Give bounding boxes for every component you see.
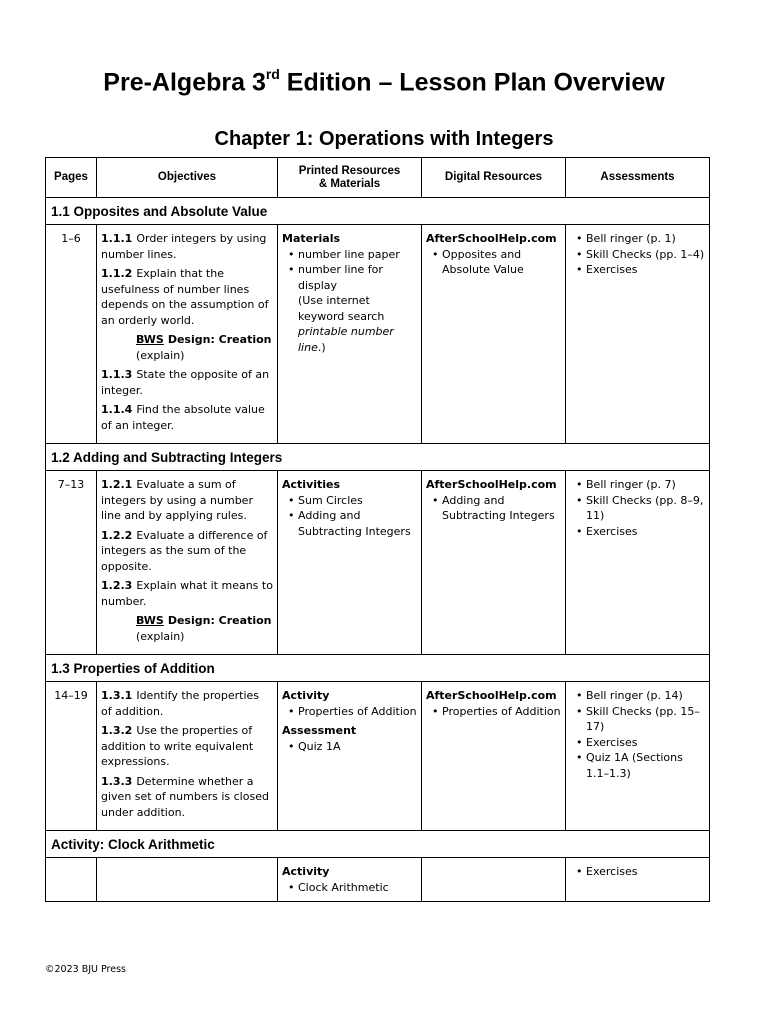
section-body-row: [46, 858, 710, 902]
objective-text: Use the properties of addition to write equivalent expressions.: [101, 724, 254, 768]
assessment-item: • Skill Checks (pp. 1–4): [586, 247, 705, 263]
assessment-item: • Exercises: [586, 262, 705, 278]
section-header-row: [46, 655, 710, 682]
digital-list: [426, 704, 561, 720]
objectives-cell: [97, 471, 278, 655]
objective-item: [101, 477, 273, 524]
assessment-list: [570, 231, 705, 278]
digital-resources-cell: [422, 225, 566, 444]
bws-item: [101, 613, 273, 644]
header-pages: Pages: [46, 158, 97, 198]
objective-text: Find the absolute value of an integer.: [101, 403, 265, 432]
assessment-list: [570, 688, 705, 781]
printed-item: • Sum Circles: [298, 493, 417, 509]
objective-number: 1.3.2: [101, 724, 133, 737]
objective-number: 1.1.3: [101, 368, 133, 381]
pages-cell: 1–6: [46, 225, 97, 444]
objective-text: Order integers by using number lines.: [101, 232, 267, 261]
objective-item: [101, 774, 273, 821]
title-main: Pre-Algebra 3: [103, 68, 266, 97]
printed-list: [282, 493, 417, 540]
printed-item: • Properties of Addition: [298, 704, 417, 720]
printed-item: • Adding and Subtracting Integers: [298, 508, 417, 539]
assessments-cell: [566, 225, 710, 444]
objectives-cell: [97, 682, 278, 831]
section-body-row: [46, 471, 710, 655]
printed-heading: Materials: [282, 232, 341, 245]
printed-resources-cell: [278, 682, 422, 831]
section-title: 1.2 Adding and Subtracting Integers: [46, 444, 710, 471]
digital-resources-cell: [422, 471, 566, 655]
digital-resources-cell: [422, 858, 566, 902]
assessments-cell: [566, 471, 710, 655]
objective-item: [101, 231, 273, 262]
section-title: Activity: Clock Arithmetic: [46, 831, 710, 858]
bws-note: (explain): [136, 629, 185, 643]
header-objectives: Objectives: [97, 158, 278, 198]
objectives-cell: [97, 858, 278, 902]
digital-item: • Properties of Addition: [442, 704, 561, 720]
lesson-plan-table: [45, 157, 710, 902]
bws-tag: BWS: [136, 614, 164, 627]
printed-item: • number line paper: [298, 247, 417, 263]
printed-list: [282, 739, 417, 755]
header-digital-resources: Digital Resources: [422, 158, 566, 198]
objective-number: 1.2.2: [101, 528, 133, 542]
assessment-item: • Bell ringer (p. 1): [586, 231, 705, 247]
objective-item: [101, 402, 273, 433]
objective-text: Identify the properties of addition.: [101, 689, 260, 718]
digital-list: [426, 247, 561, 278]
objective-text: State the opposite of an integer.: [101, 368, 270, 397]
objective-number: 1.1.4: [101, 403, 133, 416]
objective-item: [101, 723, 273, 770]
objective-number: 1.1.1: [101, 232, 133, 245]
note-prefix: (Use internet keyword search: [298, 294, 385, 323]
copyright-footer: ©2023 BJU Press: [45, 964, 126, 975]
bws-name: Design: Creation: [167, 614, 272, 627]
assessment-item: • Bell ringer (p. 14): [586, 688, 705, 704]
section-title: 1.1 Opposites and Absolute Value: [46, 198, 710, 225]
objective-item: [101, 688, 273, 719]
objective-item: [101, 578, 273, 609]
printed-heading: Activity: [282, 689, 330, 702]
digital-heading: AfterSchoolHelp.com: [426, 689, 557, 702]
objective-number: 1.3.1: [101, 689, 133, 702]
printed-item: • number line for display: [298, 262, 417, 293]
section-body-row: [46, 682, 710, 831]
assessments-cell: [566, 858, 710, 902]
header-printed-resources: [278, 158, 422, 198]
assessment-list: [570, 864, 705, 880]
objective-text: Evaluate a difference of integers as the sum of the opposite.: [101, 528, 268, 573]
printed-list: [282, 704, 417, 720]
objective-text: Explain what it means to number.: [101, 579, 273, 608]
objective-number: 1.3.3: [101, 774, 133, 788]
digital-heading: AfterSchoolHelp.com: [426, 478, 557, 491]
section-title: 1.3 Properties of Addition: [46, 655, 710, 682]
digital-resources-cell: [422, 682, 566, 831]
bws-item: [101, 332, 273, 363]
section-header-row: [46, 831, 710, 858]
printed-list: [282, 880, 417, 896]
objective-text: Explain that the usefulness of number lines depends on the assumption of an orderly world.: [101, 267, 269, 327]
header-row: [46, 158, 710, 198]
digital-heading: AfterSchoolHelp.com: [426, 232, 557, 245]
assessment-item: • Skill Checks (pp. 15–17): [586, 704, 705, 735]
section-header-row: [46, 198, 710, 225]
printed-heading: Assessment: [282, 724, 357, 737]
header-assessments: Assessments: [566, 158, 710, 198]
assessment-item: • Skill Checks (pp. 8–9, 11): [586, 493, 705, 524]
digital-list: [426, 493, 561, 524]
assessment-item: • Exercises: [586, 735, 705, 751]
objective-item: [101, 528, 273, 575]
printed-heading: Activity: [282, 865, 330, 878]
assessment-item: • Exercises: [586, 524, 705, 540]
digital-item: • Opposites and Absolute Value: [442, 247, 561, 278]
assessment-item: • Bell ringer (p. 7): [586, 477, 705, 493]
section-header-row: [46, 444, 710, 471]
bws-name: Design: Creation: [167, 333, 272, 346]
objective-number: 1.1.2: [101, 267, 133, 280]
printed-resources-cell: [278, 225, 422, 444]
printed-resources-cell: [278, 858, 422, 902]
note-emphasis: printable number line: [298, 325, 394, 354]
objective-item: [101, 266, 273, 328]
note-suffix: .): [317, 340, 326, 354]
objective-item: [101, 367, 273, 398]
objective-number: 1.2.1: [101, 478, 133, 491]
pages-cell: 7–13: [46, 471, 97, 655]
page-title: [0, 68, 768, 97]
section-body-row: [46, 225, 710, 444]
pages-cell: [46, 858, 97, 902]
assessments-cell: [566, 682, 710, 831]
objective-text: Determine whether a given set of numbers is closed under addition.: [101, 774, 269, 819]
title-superscript: rd: [265, 66, 280, 82]
title-rest: Edition – Lesson Plan Overview: [279, 68, 665, 97]
assessment-item: • Exercises: [586, 864, 705, 880]
bws-note: (explain): [136, 348, 185, 362]
header-printed-line1: Printed Resources: [298, 164, 401, 177]
printed-resources-cell: [278, 471, 422, 655]
printed-list: [282, 247, 417, 294]
assessment-list: [570, 477, 705, 539]
assessment-item: • Quiz 1A (Sections 1.1–1.3): [586, 750, 705, 781]
header-printed-line2: & Materials: [318, 177, 381, 190]
objective-number: 1.2.3: [101, 579, 133, 592]
objective-text: Evaluate a sum of integers by using a number line and by applying rules.: [101, 478, 253, 522]
chapter-title: Chapter 1: Operations with Integers: [214, 128, 554, 150]
objectives-cell: [97, 225, 278, 444]
digital-item: • Adding and Subtracting Integers: [442, 493, 561, 524]
printed-item: • Clock Arithmetic: [298, 880, 417, 896]
printed-note: [282, 293, 417, 355]
pages-cell: 14–19: [46, 682, 97, 831]
printed-item: • Quiz 1A: [298, 739, 417, 755]
bws-tag: BWS: [136, 333, 164, 346]
printed-heading: Activities: [282, 478, 341, 491]
